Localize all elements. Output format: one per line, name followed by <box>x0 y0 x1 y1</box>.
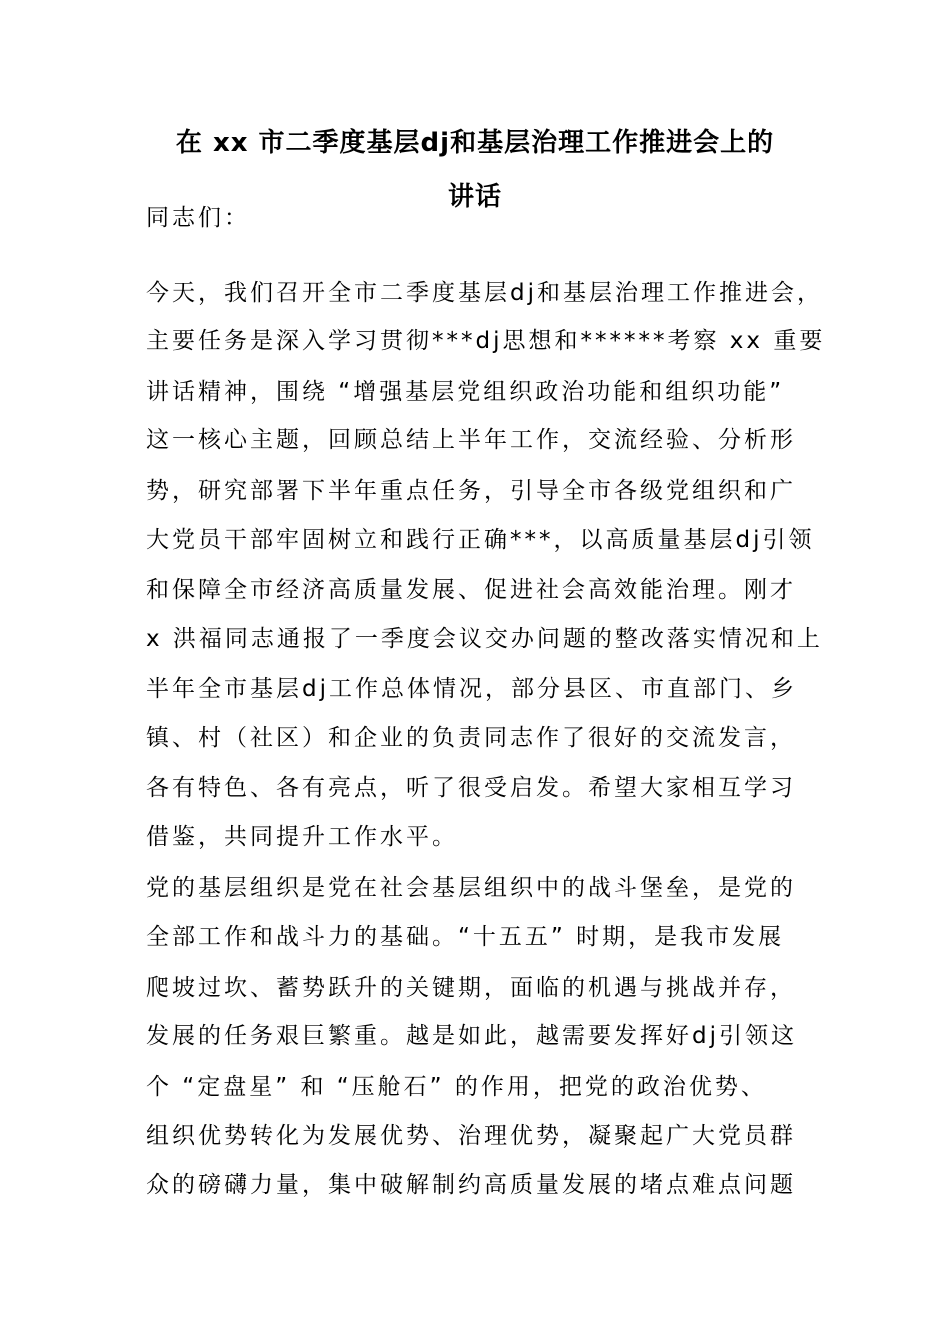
body-line: 主要任务是深入学习贯彻***dj思想和******考察 xx 重要 <box>146 328 826 354</box>
body-line: 党的基层组织是党在社会基层组织中的战斗堡垒，是党的 <box>146 875 796 901</box>
body-line: 半年全市基层dj工作总体情况，部分县区、市直部门、乡 <box>146 676 797 702</box>
document-title-line-1: 在 xx 市二季度基层dj和基层治理工作推进会上的 <box>175 128 775 158</box>
body-line: 爬坡过坎、蓄势跃升的关键期，面临的机遇与挑战并存， <box>146 975 796 1001</box>
body-line: 镇、村（社区）和企业的负责同志作了很好的交流发言， <box>146 725 796 751</box>
body-line: 个 “定盘星” 和 “压舱石” 的作用，把党的政治优势、 <box>146 1074 767 1100</box>
body-line: 借鉴，共同提升工作水平。 <box>146 824 458 850</box>
body-line: 和保障全市经济高质量发展、促进社会高效能治理。刚才 <box>146 577 796 603</box>
salutation: 同志们： <box>146 205 250 231</box>
document-title-line-2: 讲话 <box>447 182 502 212</box>
body-line: 组织优势转化为发展优势、治理优势，凝聚起广大党员群 <box>146 1123 796 1149</box>
body-line: 众的磅礴力量，集中破解制约高质量发展的堵点难点问题 <box>146 1172 796 1198</box>
body-line: 今天，我们召开全市二季度基层dj和基层治理工作推进会， <box>146 280 823 306</box>
body-line: 大党员干部牢固树立和践行正确***，以高质量基层dj引领 <box>146 527 815 553</box>
body-line: 势，研究部署下半年重点任务，引导全市各级党组织和广 <box>146 478 796 504</box>
body-line: 这一核心主题，回顾总结上半年工作，交流经验、分析形 <box>146 427 796 453</box>
body-line: x 洪福同志通报了一季度会议交办问题的整改落实情况和上 <box>146 626 823 652</box>
body-line: 各有特色、各有亮点，听了很受启发。希望大家相互学习 <box>146 775 796 801</box>
body-line: 讲话精神，围绕 “增强基层党组织政治功能和组织功能” <box>146 379 785 405</box>
body-line: 发展的任务艰巨繁重。越是如此，越需要发挥好dj引领这 <box>146 1023 797 1049</box>
body-line: 全部工作和战斗力的基础。“十五五” 时期，是我市发展 <box>146 924 785 950</box>
